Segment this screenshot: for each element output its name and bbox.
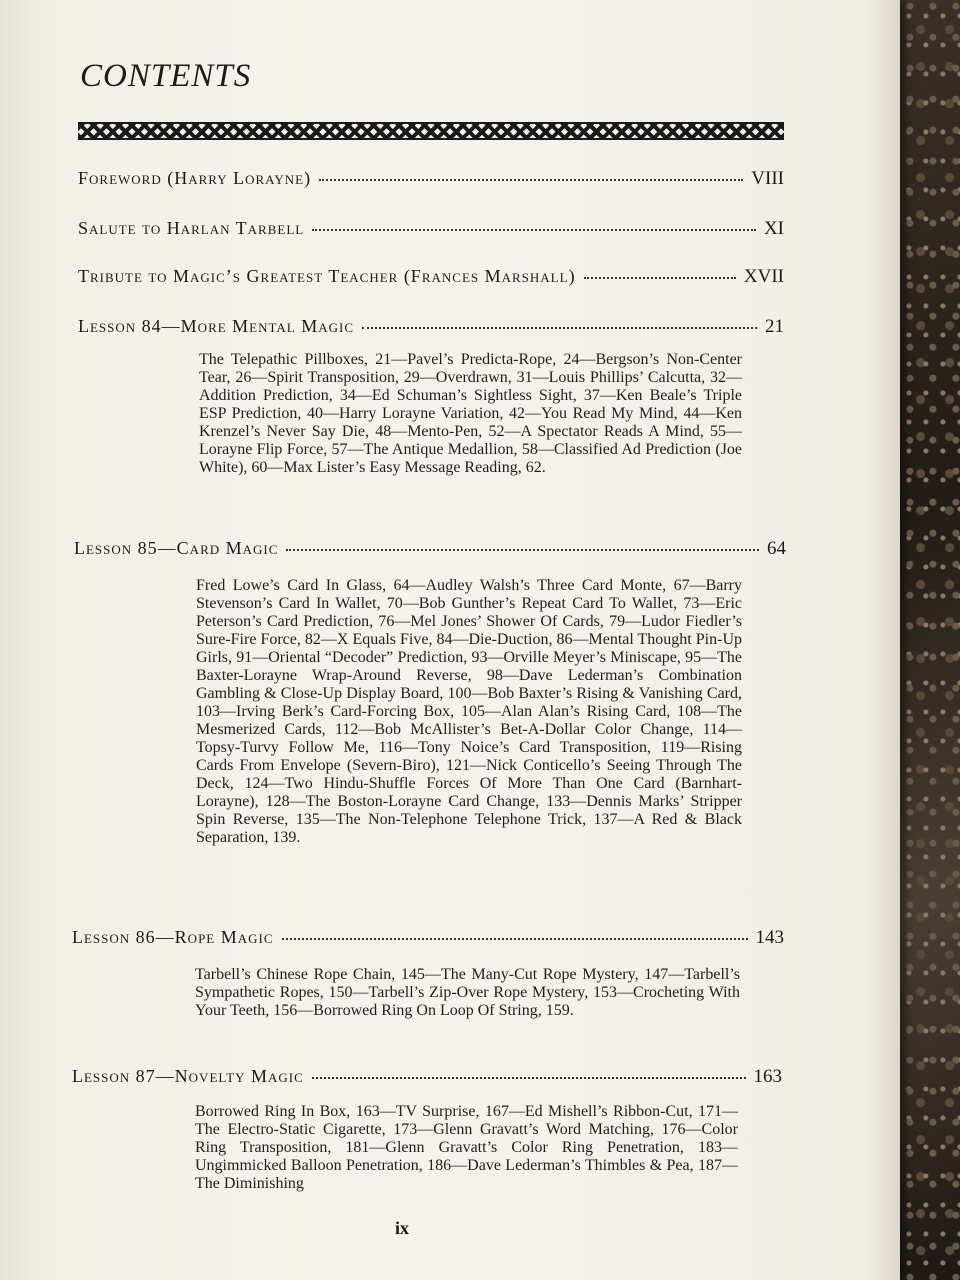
toc-entry-tribute [78, 266, 784, 288]
entry-title: Tribute to Magic’s Greatest Teacher (Frances Marshall) [78, 266, 576, 286]
page-title: CONTENTS [80, 58, 252, 94]
leader-dots [362, 327, 757, 329]
entry-page: VIII [751, 168, 784, 189]
entry-page: XVII [743, 266, 784, 287]
leader-dots [286, 549, 759, 551]
toc-entry-lesson-86 [72, 927, 784, 949]
leader-dots [282, 938, 748, 940]
leader-dots [312, 1077, 746, 1079]
decorative-border [78, 122, 784, 140]
toc-entry-lesson-85 [74, 538, 786, 560]
entry-title: Lesson 86—Rope Magic [72, 927, 274, 947]
lesson-87-description: Borrowed Ring In Box, 163—TV Surprise, 167—Ed Mishell’s Ribbon-Cut, 171—The Electro-Static Cigarette, 173—Glenn Gravatt’s Word Matching, 176—Color Ring Transposition, 181—Glenn Gravatt’s Color Ring Penetration, 183—Ungimmicked Balloon Penetration, 186—Dave Lederman’s Thimbles & Pea, 187—The Diminishing [195, 1103, 738, 1192]
entry-title: Lesson 87—Novelty Magic [72, 1066, 304, 1086]
leader-dots [319, 179, 743, 181]
entry-title: Lesson 85—Card Magic [74, 538, 279, 558]
entry-title: Lesson 84—More Mental Magic [78, 316, 355, 336]
entry-page: XI [763, 218, 784, 239]
entry-page: 64 [767, 538, 786, 559]
entry-title: Salute to Harlan Tarbell [78, 218, 305, 238]
leader-dots [312, 229, 756, 231]
lesson-84-description: The Telepathic Pillboxes, 21—Pavel’s Predicta-Rope, 24—Bergson’s Non-Center Tear, 26—Spirit Transposition, 29—Overdrawn, 31—Louis Phillips’ Calcutta, 32—Addition Prediction, 34—Ed Schuman’s Sightless Sight, 37—Ken Beale’s Triple ESP Prediction, 40—Harry Lorayne Variation, 42—You Read My Mind, 44—Ken Krenzel’s Never Say Die, 48—Mento-Pen, 52—A Spectator Reads A Mind, 55—Lorayne Flip Force, 57—The Antique Medallion, 58—Classified Ad Prediction (Joe White), 60—Max Lister’s Easy Message Reading, 62. [199, 351, 742, 476]
entry-title: Foreword (Harry Lorayne) [78, 168, 312, 188]
entry-page: 143 [755, 927, 784, 948]
lesson-86-description: Tarbell’s Chinese Rope Chain, 145—The Many-Cut Rope Mystery, 147—Tarbell’s Sympathetic Ropes, 150—Tarbell’s Zip-Over Rope Mystery, 153—Crocheting With Your Teeth, 156—Borrowed Ring On Loop Of String, 159. [195, 966, 740, 1019]
toc-entry-salute [78, 218, 784, 240]
entry-page: 163 [753, 1066, 782, 1087]
toc-entry-foreword [78, 168, 784, 190]
lesson-85-description: Fred Lowe’s Card In Glass, 64—Audley Walsh’s Three Card Monte, 67—Barry Stevenson’s Card In Wallet, 70—Bob Gunther’s Repeat Card To Wallet, 73—Eric Peterson’s Card Prediction, 76—Mel Jones’ Shower Of Cards, 79—Ludor Fiedler’s Sure-Fire Force, 82—X Equals Five, 84—Die-Duction, 86—Mental Thought Pin-Up Girls, 91—Oriental “Decoder” Prediction, 93—Orville Meyer’s Miniscape, 95—The Baxter-Lorayne Wrap-Around Reverse, 98—Dave Lederman’s Combination Gambling & Close-Up Display Board, 100—Bob Baxter’s Rising & Vanishing Card, 103—Irving Berk’s Card-Forcing Box, 105—Alan Alan’s Rising Card, 108—The Mesmerized Cards, 112—Bob McAllister’s Bet-A-Dollar Color Change, 114—Topsy-Turvy Follow Me, 116—Tony Noice’s Card Transposition, 119—Rising Cards From Envelope (Severn-Biro), 121—Nick Conticello’s Seeing Through The Deck, 124—Two Hindu-Shuffle Forces Of More Than One Card (Barnhart-Lorayne), 128—The Boston-Lorayne Card Change, 133—Dennis Marks’ Stripper Spin Reverse, 135—The Non-Telephone Telephone Trick, 137—A Red & Black Separation, 139. [196, 577, 742, 846]
toc-entry-lesson-84 [78, 316, 784, 338]
leader-dots [584, 277, 736, 279]
entry-page: 21 [765, 316, 784, 337]
page-number: ix [395, 1218, 410, 1238]
toc-entry-lesson-87 [72, 1066, 782, 1088]
